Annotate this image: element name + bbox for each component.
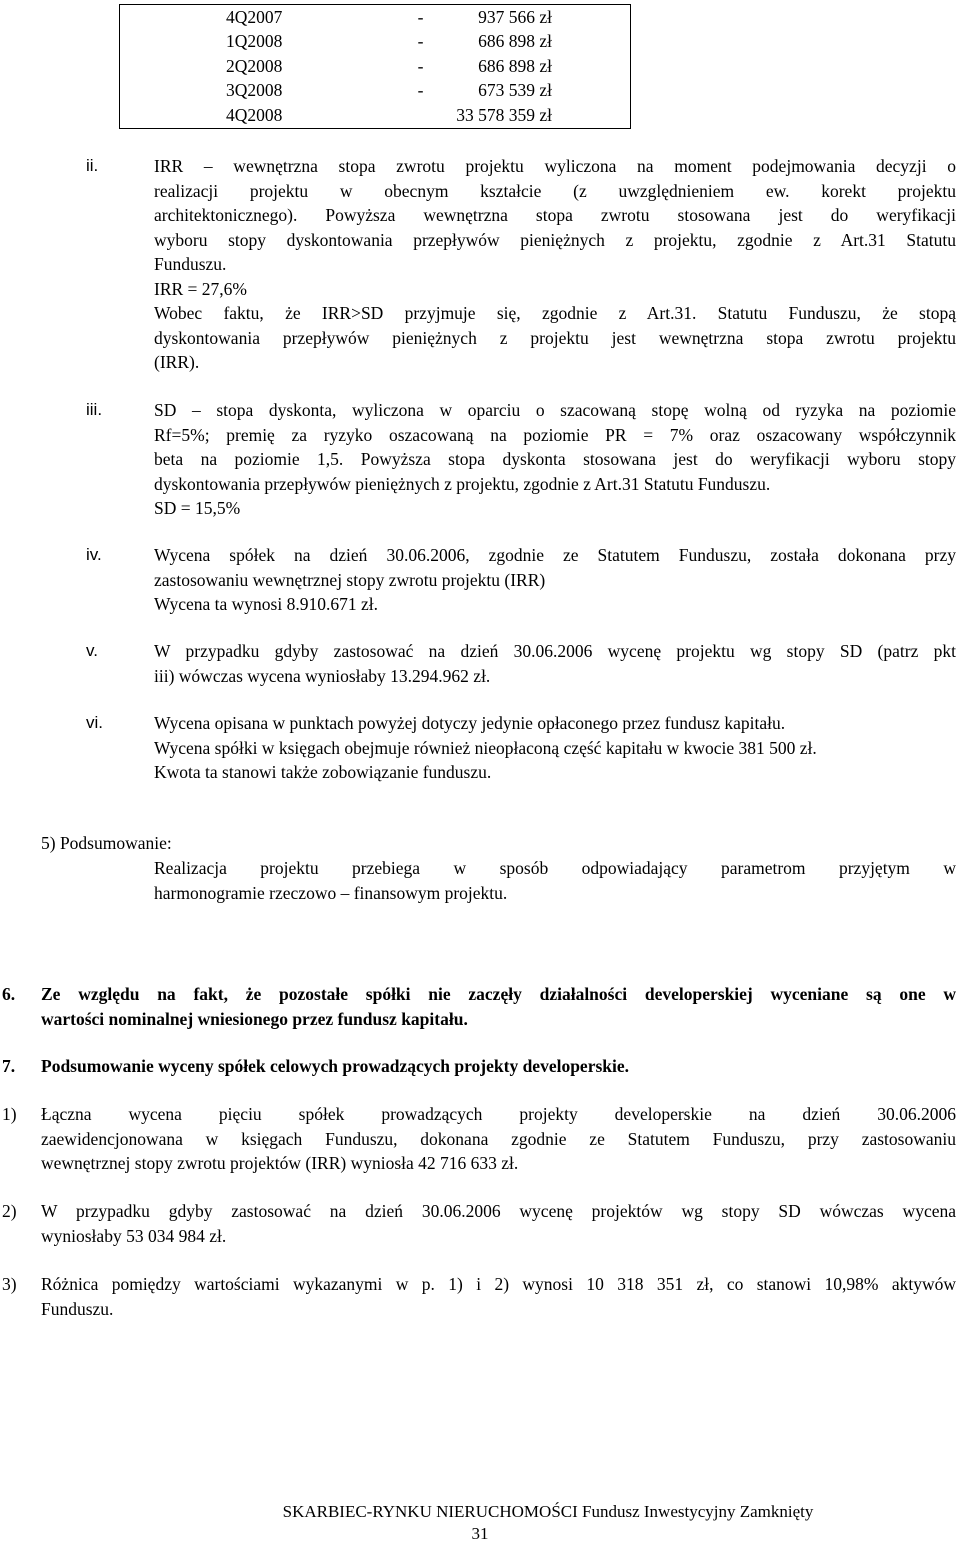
item-iv-line: Wycena spółek na dzień 30.06.2006, zgodnie ze Statutem Funduszu, została dokonana przy — [154, 545, 956, 565]
footer-company: SKARBIEC-RYNKU NIERUCHOMOŚCI Fundusz Inwestycyjny Zamknięty — [282, 1502, 814, 1521]
section-6-line: Ze względu na fakt, że pozostałe spółki nie zaczęły działalności developerskiej wyceniane są one w — [41, 984, 956, 1004]
amount-cell: 673 539 zł — [441, 79, 631, 104]
cashflow-table — [119, 4, 631, 129]
sign-cell: - — [417, 31, 424, 52]
period-cell: 3Q2008 — [120, 79, 401, 104]
point-3-text — [41, 1272, 956, 1321]
point-1-marker: 1) — [2, 1104, 17, 1124]
item-vi-line: Wycena spółki w księgach obejmuje również nieopłaconą część kapitału w kwocie 381 500 zł. — [154, 737, 817, 758]
amount-cell: 686 898 zł — [441, 30, 631, 55]
item-vi-marker: vi. — [86, 713, 103, 732]
item-v-text — [154, 639, 956, 688]
summary-line: Realizacja projektu przebiega w sposób odpowiadający parametrom przyjętym w — [154, 858, 956, 878]
point-2-line: wyniosłaby 53 034 984 zł. — [41, 1225, 227, 1246]
item-v-marker: v. — [86, 641, 98, 660]
item-iv-line: zastosowaniu wewnętrznej stopy zwrotu projektu (IRR) — [154, 569, 546, 590]
item-ii-line: wyboru stopy dyskontowania przepływów pieniężnych z projektu, zgodnie z Art.31 Statutu — [154, 229, 956, 250]
period-cell: 2Q2008 — [120, 54, 401, 79]
section-6-number: 6. — [2, 984, 16, 1004]
section-6-text — [41, 982, 956, 1031]
section-7-number: 7. — [2, 1056, 16, 1076]
irr-value: IRR = 27,6% — [154, 278, 247, 299]
item-ii-line: realizacji projektu w obecnym kształcie (z uwzględnieniem ew. korekt projektu — [154, 180, 956, 201]
sign-cell: - — [401, 5, 441, 30]
item-ii-line: IRR – wewnętrzna stopa zwrotu projektu wyliczona na moment podejmowania decyzji o — [154, 156, 956, 176]
sign-cell — [401, 103, 441, 128]
item-iii-line: beta na poziomie 1,5. Powyższa stopa dyskonta stosowana jest do weryfikacji wyboru stopy — [154, 449, 956, 469]
item-v-line: iii) wówczas wycena wyniosłaby 13.294.962 zł. — [154, 665, 491, 686]
section-6-line: wartości nominalnej wniesionego przez fundusz kapitału. — [41, 1008, 468, 1029]
amount-cell: 33 578 359 zł — [441, 103, 631, 128]
table-row — [120, 103, 631, 128]
sign-cell: - — [417, 80, 424, 101]
period-cell: 1Q2008 — [120, 30, 401, 55]
point-3-line: Funduszu. — [41, 1298, 114, 1319]
page-number: 31 — [471, 1524, 489, 1543]
item-vi-line: Kwota ta stanowi także zobowiązanie funduszu. — [154, 762, 492, 782]
page-footer — [0, 1501, 960, 1545]
item-iii-line: dyskontowania przepływów pieniężnych z projektu, zgodnie z Art.31 Statutu Funduszu. — [154, 473, 771, 494]
item-ii-line: dyskontowania przepływów pieniężnych z projektu jest wewnętrzna stopa zwrotu projektu — [154, 327, 956, 348]
summary-line: harmonogramie rzeczowo – finansowym projektu. — [154, 882, 508, 903]
sd-value: SD = 15,5% — [154, 498, 241, 518]
item-ii-marker: ii. — [86, 156, 99, 175]
item-iii-text — [154, 398, 956, 521]
item-iv-line: Wycena ta wynosi 8.910.671 zł. — [154, 594, 378, 614]
summary-text — [154, 856, 956, 905]
sign-cell: - — [417, 55, 424, 76]
item-ii-line: architektonicznego). Powyższa wewnętrzna stopa zwrotu stosowana jest do weryfikacji — [154, 205, 956, 225]
item-iv-text — [154, 543, 956, 617]
item-ii-text — [154, 154, 956, 375]
item-iv-marker: iv. — [86, 545, 102, 564]
item-v-line: W przypadku gdyby zastosować na dzień 30.06.2006 wycenę projektu wg stopy SD (patrz pkt — [154, 641, 956, 661]
table-row — [120, 5, 631, 30]
item-iii-line: Rf=5%; premię za ryzyko oszacowaną na poziomie PR = 7% oraz oszacowany współczynnik — [154, 424, 956, 445]
amount-cell: 937 566 zł — [441, 5, 631, 30]
period-cell: 4Q2007 — [120, 5, 401, 30]
point-1-line: zaewidencjonowana w księgach Funduszu, dokonana zgodnie ze Statutem Funduszu, przy zastosowaniu — [41, 1128, 956, 1149]
point-1-line: Łączna wycena pięciu spółek prowadzących projekty developerskie na dzień 30.06.2006 — [41, 1104, 956, 1124]
item-iii-line: SD – stopa dyskonta, wyliczona w oparciu o szacowaną stopę wolną od ryzyka na poziomie — [154, 400, 956, 420]
point-3-line: Różnica pomiędzy wartościami wykazanymi w p. 1) i 2) wynosi 10 318 351 zł, co stanowi 10,98% aktywów — [41, 1274, 956, 1294]
point-3-marker: 3) — [2, 1274, 17, 1294]
point-2-line: W przypadku gdyby zastosować na dzień 30.06.2006 wycenę projektów wg stopy SD wówczas wycena — [41, 1201, 956, 1221]
item-vi-text — [154, 711, 956, 785]
item-ii-line: Funduszu. — [154, 254, 227, 274]
item-ii-line: (IRR). — [154, 352, 200, 372]
table-row — [120, 79, 631, 104]
point-2-text — [41, 1199, 956, 1248]
summary-heading: 5) Podsumowanie: — [41, 833, 172, 853]
period-cell: 4Q2008 — [120, 103, 401, 128]
item-ii-line: Wobec faktu, że IRR>SD przyjmuje się, zgodnie z Art.31. Statutu Funduszu, że stopą — [154, 303, 956, 323]
point-1-line: wewnętrznej stopy zwrotu projektów (IRR) wyniosła 42 716 633 zł. — [41, 1153, 519, 1173]
item-vi-line: Wycena opisana w punktach powyżej dotyczy jedynie opłaconego przez fundusz kapitału. — [154, 713, 786, 733]
item-iii-marker: iii. — [86, 400, 103, 419]
table-row — [120, 54, 631, 79]
amount-cell: 686 898 zł — [441, 54, 631, 79]
point-1-text — [41, 1102, 956, 1176]
point-2-marker: 2) — [2, 1201, 17, 1221]
section-7-title: Podsumowanie wyceny spółek celowych prowadzących projekty developerskie. — [41, 1056, 630, 1076]
table-row — [120, 30, 631, 55]
